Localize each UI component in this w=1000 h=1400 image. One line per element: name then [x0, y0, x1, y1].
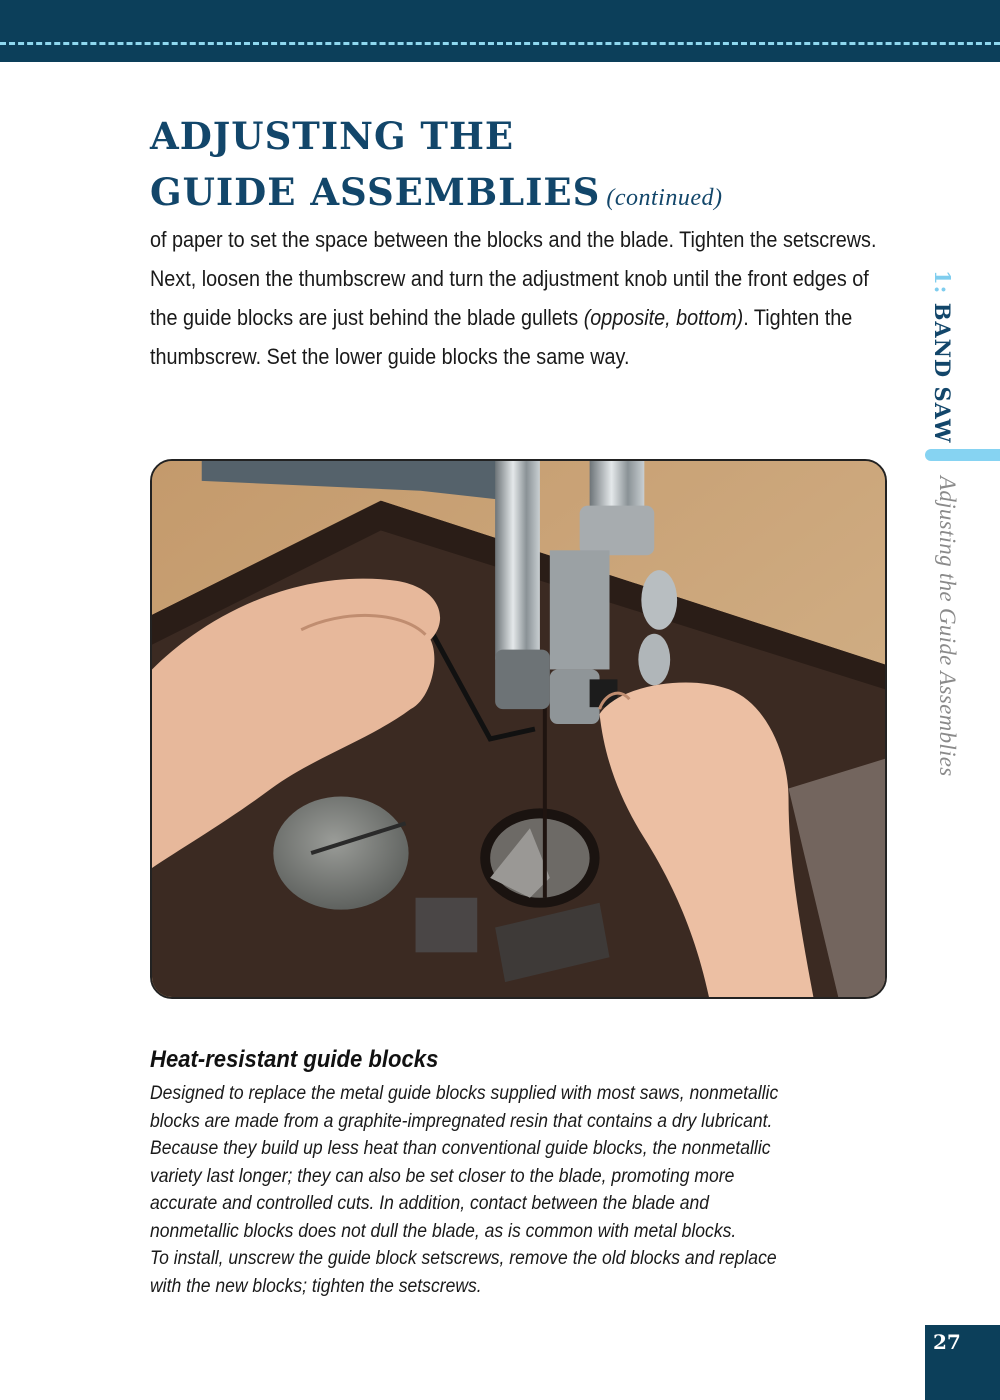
caption-title: Heat-resistant guide blocks: [150, 1046, 439, 1073]
chapter-title: BAND SAW: [930, 302, 955, 444]
header-band: [0, 0, 1000, 62]
caption-line: blocks are made from a graphite-impregnated resin that contains a dry lubricant.: [150, 1109, 773, 1132]
stitch-line: [0, 42, 1000, 45]
title-line-1: ADJUSTING THE: [150, 114, 515, 158]
page-title: [150, 108, 722, 226]
page-number-box: [925, 1325, 1000, 1400]
title-line-2: GUIDE ASSEMBLIES: [150, 170, 601, 214]
body-text-part-1: of paper to set the space between the blocks and the blade. Tighten the setscrews. Next, loosen the thumbscrew and turn the adjustment knob until the front edges of the guide blocks are just behind the blade gullets: [150, 227, 877, 330]
caption-line: variety last longer; they can also be set closer to the blade, promoting more: [150, 1164, 735, 1187]
chapter-tab-bar: [925, 449, 1000, 461]
section-tab-label: Adjusting the Guide Assemblies: [935, 476, 960, 777]
caption-line: with the new blocks; tighten the setscrews.: [150, 1274, 482, 1297]
photo-guide-adjustment: [150, 459, 887, 999]
body-text-part-2: . Tighten the thumbscrew. Set the lower guide blocks the same way.: [150, 305, 853, 369]
photo-illustration: [152, 461, 885, 997]
figure-reference: (opposite, bottom): [583, 305, 744, 330]
caption-line: accurate and controlled cuts. In addition, contact between the blade and: [150, 1192, 710, 1214]
chapter-number: 1:: [930, 270, 955, 295]
title-continued: (continued): [606, 185, 723, 211]
page-number: 27: [933, 1330, 961, 1354]
caption-line: nonmetallic blocks does not dull the blade, as is common with metal blocks.: [150, 1219, 737, 1242]
caption-line: Because they build up less heat than conventional guide blocks, the nonmetallic: [150, 1137, 771, 1159]
caption-body: [150, 1080, 888, 1300]
chapter-tab-label: [930, 270, 955, 443]
body-paragraph: [150, 220, 880, 376]
caption-line: To install, unscrew the guide block setscrews, remove the old blocks and replace: [150, 1247, 777, 1269]
caption-line: Designed to replace the metal guide blocks supplied with most saws, nonmetallic: [150, 1082, 779, 1104]
